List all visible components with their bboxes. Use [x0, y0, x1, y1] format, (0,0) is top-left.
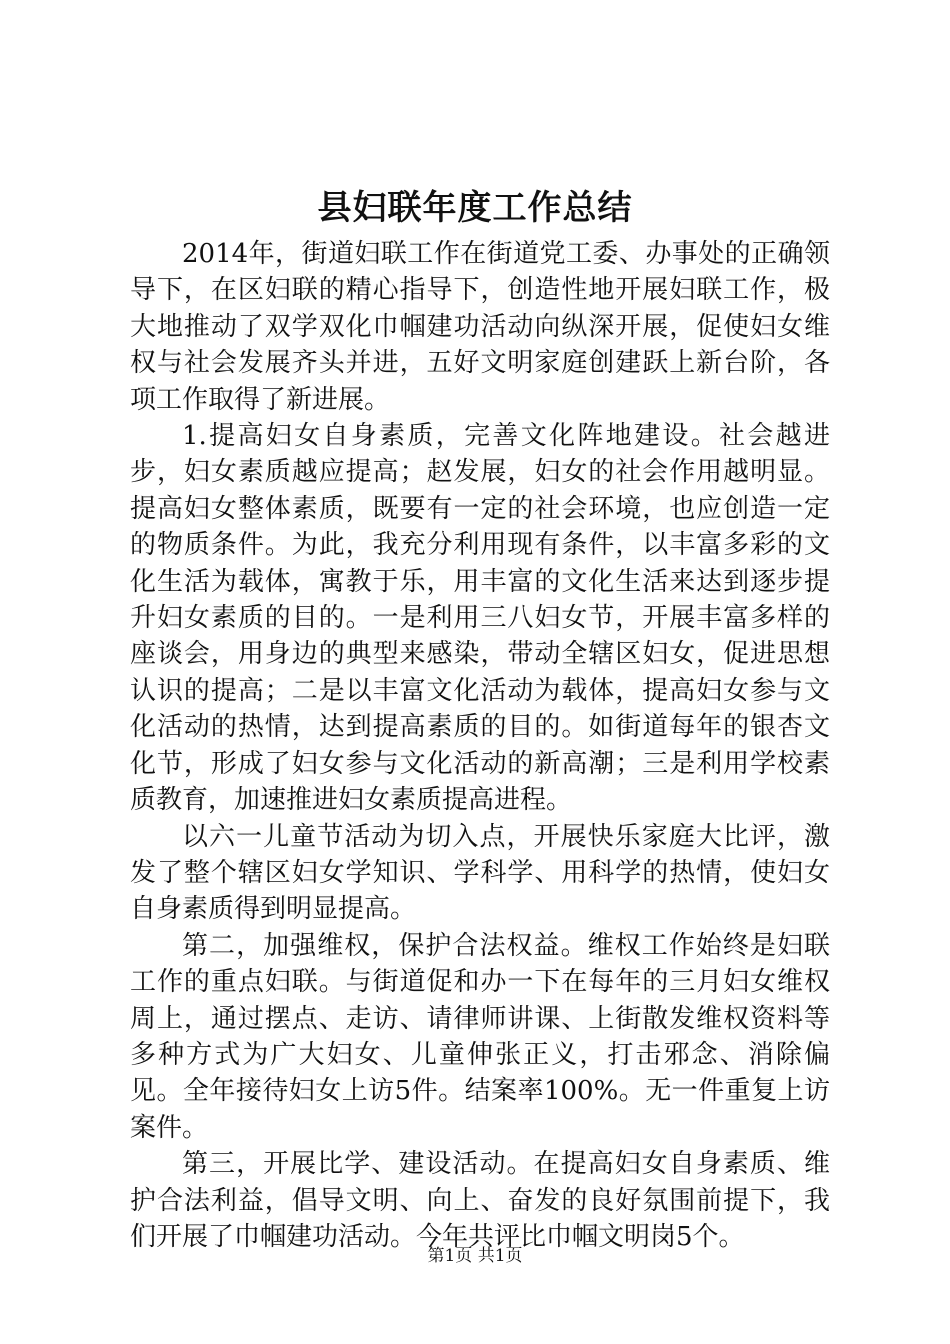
paragraph-section-2: 第二，加强维权，保护合法权益。维权工作始终是妇联工作的重点妇联。与街道促和办一下在每年的三月妇女维权周上，通过摆点、走访、请律师讲课、上街散发维权资料等多种方式为广大妇女、儿童伸张正义，打击邪念、消除偏见。全年接待妇女上访5件。结案率100%。无一件重复上访案件。 — [130, 930, 830, 1143]
document-body — [130, 236, 830, 1255]
paragraph-children-day: 以六一儿童节活动为切入点，开展快乐家庭大比评，激发了整个辖区妇女学知识、学科学、用科学的热情，使妇女自身素质得到明显提高。 — [130, 821, 830, 925]
paragraph-section-1: 1.提高妇女自身素质，完善文化阵地建设。社会越进步，妇女素质越应提高；赵发展，妇女的社会作用越明显。提高妇女整体素质，既要有一定的社会环境，也应创造一定的物质条件。为此，我充分利用现有条件，以丰富多彩的文化生活为载体，寓教于乐，用丰富的文化生活来达到逐步提升妇女素质的目的。一是利用三八妇女节，开展丰富多样的座谈会，用身边的典型来感染，带动全辖区妇女，促进思想认识的提高；二是以丰富文化活动为载体，提高妇女参与文化活动的热情，达到提高素质的目的。如街道每年的银杏文化节，形成了妇女参与文化活动的新高潮；三是利用学校素质教育，加速推进妇女素质提高进程。 — [130, 421, 830, 816]
paragraph-intro: 2014年，街道妇联工作在街道党工委、办事处的正确领导下，在区妇联的精心指导下，创造性地开展妇联工作，极大地推动了双学双化巾帼建功活动向纵深开展，促使妇女维权与社会发展齐头并进，五好文明家庭创建跃上新台阶，各项工作取得了新进展。 — [130, 239, 830, 415]
paragraph-section-3: 第三，开展比学、建设活动。在提高妇女自身素质、维护合法利益，倡导文明、向上、奋发的良好氛围前提下，我们开展了巾帼建功活动。今年共评比巾帼文明岗5个。 — [130, 1149, 830, 1252]
page-number-footer: 第1页 共1页 — [427, 1246, 523, 1266]
document-title: 县妇联年度工作总结 — [317, 188, 633, 228]
